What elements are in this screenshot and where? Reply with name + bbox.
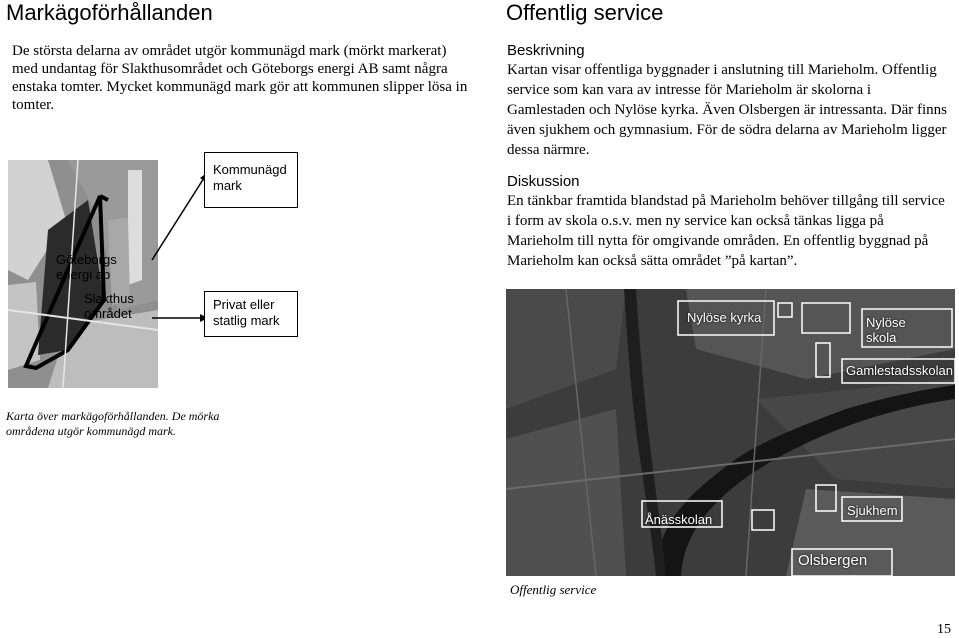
map-label-energy-line2: energi ab <box>56 267 111 282</box>
land-ownership-intro: De största delarna av området utgör kommunägd mark (mörkt markerat) med undantag för Slakthusområdet och Göteborgs energi AB samt några enstaka tomter. Mycket kommunägd mark gör att kommunen slipper lösa in tomter. <box>12 43 468 113</box>
photo-label-nylose-skola-line1: Nylöse <box>866 315 906 330</box>
discussion-body: En tänkbar framtida blandstad på Marieholm behöver tillgång till service i form av skola o.s.v. men ny service kan också tänkas ligga på Marieholm till nytta för omgivande områden. En offentlig byggnad på Marieholm kan också sätta området ”på kartan”. <box>507 193 945 269</box>
map-label-goteborgs-energi <box>56 252 117 282</box>
map-label-slakthus <box>84 291 134 321</box>
photo-label-anasskolan: Ånässkolan <box>645 512 713 527</box>
legend-private-line2: statlig mark <box>213 313 280 328</box>
land-ownership-map-caption: Karta över markägoförhållanden. De mörka områdena utgör kommunägd mark. <box>6 409 220 438</box>
photo-label-nylose-skola-line2: skola <box>866 330 897 345</box>
discussion-heading: Diskussion <box>507 173 580 190</box>
description-heading: Beskrivning <box>507 42 585 59</box>
aerial-photo-caption: Offentlig service <box>510 582 597 597</box>
land-ownership-map <box>8 160 158 388</box>
page-number: 15 <box>937 622 951 637</box>
legend-private-land <box>204 291 298 337</box>
description-body: Kartan visar offentliga byggnader i anslutning till Marieholm. Offentlig service som kan vara av intresse för Marieholm är skolorna i Gamlestaden och Nylöse kyrka. Även Olsbergen är intressanta. Där finns även sjukhem och gymnasium. För de södra delarna av Marieholm ligger dessa närmre. <box>507 62 948 158</box>
legend-municipal-line1: Kommunägd <box>213 162 287 177</box>
legend-municipal-line2: mark <box>213 178 242 193</box>
photo-label-sjukhem: Sjukhem <box>847 503 898 518</box>
photo-label-nylose-skola <box>866 315 906 345</box>
legend-pointer-arrows <box>150 150 210 350</box>
map-label-slakthus-line2: området <box>84 306 132 321</box>
section-heading-land-ownership: Markägoförhållanden <box>6 0 213 25</box>
legend-private-line1: Privat eller <box>213 297 275 312</box>
photo-label-nylose-kyrka: Nylöse kyrka <box>687 310 762 325</box>
legend-municipal-land <box>204 152 298 208</box>
map-label-energy-line1: Göteborgs <box>56 252 117 267</box>
aerial-photo-public-service <box>506 289 955 576</box>
photo-label-olsbergen: Olsbergen <box>798 552 868 569</box>
section-heading-public-service: Offentlig service <box>506 0 664 25</box>
map-label-slakthus-line1: Slakthus <box>84 291 134 306</box>
photo-label-gamlestadsskolan: Gamlestadsskolan <box>846 363 953 378</box>
